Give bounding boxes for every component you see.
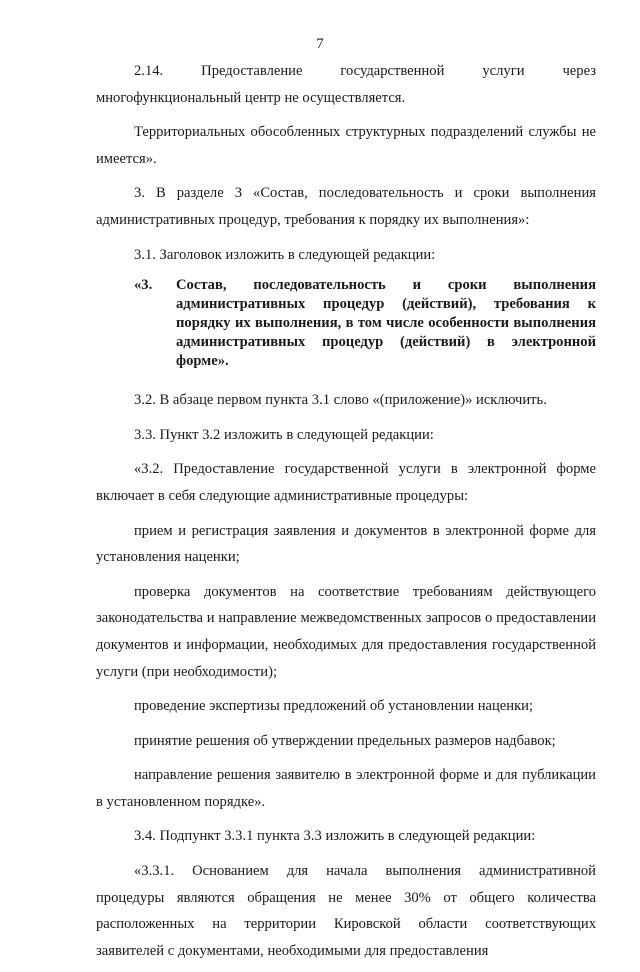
list-item-expertise: проведение экспертизы предложений об установлении наценки; [134, 698, 534, 715]
paragraph-3-4: 3.4. Подпункт 3.3.1 пункта 3.3 изложить в следующей редакции: [134, 828, 536, 845]
paragraph-3-3: 3.3. Пункт 3.2 изложить в следующей редакции: [134, 426, 434, 443]
bold-heading-text: Состав, последовательность и сроки выполнения административных процедур (действий), требования к порядку их выполнения, в том числе особенности выполнения административных процедур (действий) в электронной форме». [176, 277, 596, 370]
document-body [96, 58, 596, 972]
paragraph-3-section: 3. В разделе 3 «Состав, последовательность и сроки выполнения административных процедур, требования к порядку их выполнения»: [96, 185, 596, 228]
list-item-sending: направление решения заявителю в электронной форме и для публикации в установленном порядке». [96, 767, 596, 810]
paragraph-quote-3-3-1: «3.3.1. Основанием для начала выполнения административной процедуры являются обращения не менее 30% от общего количества расположенных на территории Кировской области соответствующих заявителей с документами, необходимыми для предоставления [96, 863, 596, 959]
list-item-verification: проверка документов на соответствие требованиям действующего законодательства и направление межведомственных запросов о предоставлении документов и информации, необходимых для предоставления государственной услуги (при необходимости); [96, 583, 596, 680]
paragraph-territorial: Территориальных обособленных структурных подразделений службы не имеется». [96, 124, 596, 167]
bold-heading [96, 276, 596, 371]
paragraph-3-1: 3.1. Заголовок изложить в следующей редакции: [134, 246, 436, 263]
paragraph-3-2: 3.2. В абзаце первом пункта 3.1 слово «(приложение)» исключить. [134, 392, 547, 409]
list-item-decision: принятие решения об утверждении предельных размеров надбавок; [134, 732, 556, 749]
bold-heading-number: «3. [134, 277, 153, 294]
paragraph-2-14: 2.14. Предоставление государственной услуги через многофункциональный центр не осуществляется. [96, 63, 596, 106]
paragraph-quote-3-2: «3.2. Предоставление государственной услуги в электронной форме включает в себя следующие административные процедуры: [96, 461, 596, 504]
page-number: 7 [316, 36, 324, 52]
list-item-reception: прием и регистрация заявления и документов в электронной форме для установления наценки; [96, 522, 596, 566]
